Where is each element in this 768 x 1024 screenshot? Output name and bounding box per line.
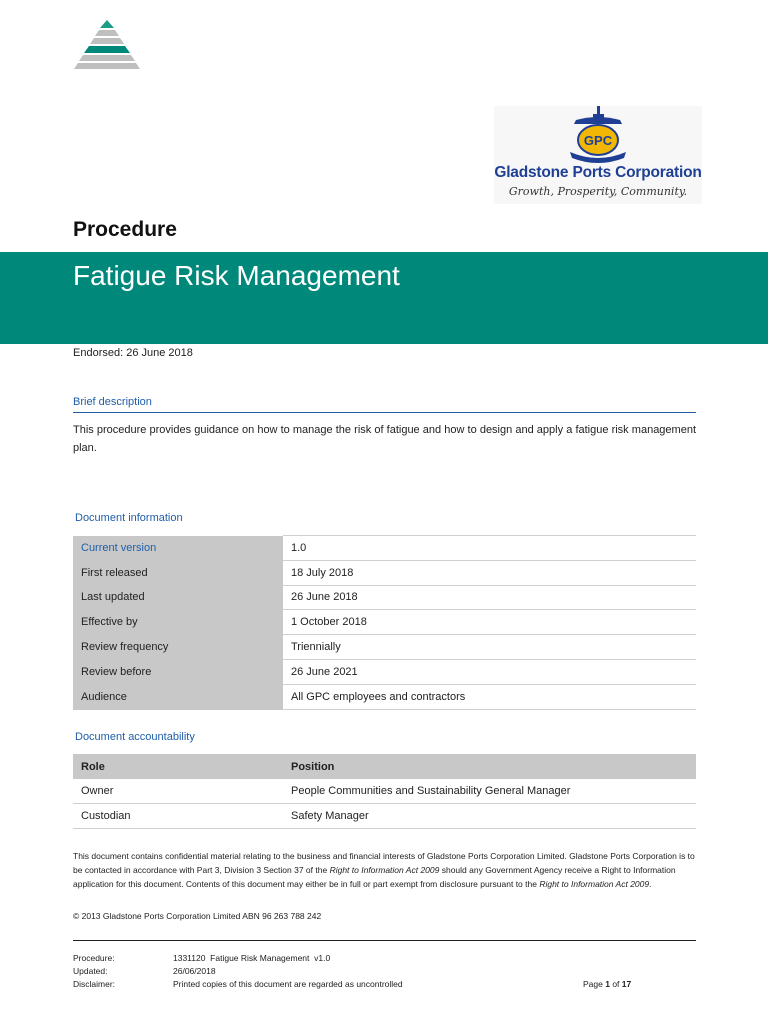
- page-footer: [73, 952, 696, 991]
- page-number: Page 1 of 17: [583, 979, 632, 989]
- info-label: Review before: [73, 659, 283, 684]
- info-value: Triennially: [283, 635, 696, 660]
- company-tagline: Growth, Prosperity, Community.: [508, 185, 688, 198]
- position-cell: People Communities and Sustainability General Manager: [283, 779, 696, 804]
- footer-disclaimer-label: Disclaimer:: [73, 979, 116, 989]
- position-cell: Safety Manager: [283, 804, 696, 829]
- section-divider: [73, 412, 696, 413]
- copyright-notice: © 2013 Gladstone Ports Corporation Limited ABN 96 263 788 242: [73, 911, 322, 921]
- table-row: [73, 585, 696, 610]
- brief-description-heading: Brief description: [73, 396, 152, 408]
- info-value: 26 June 2021: [283, 659, 696, 684]
- svg-text:GPC: GPC: [583, 133, 613, 148]
- company-name: Gladstone Ports Corporation: [494, 164, 702, 181]
- table-row: [73, 610, 696, 635]
- brief-description-text: This procedure provides guidance on how to manage the risk of fatigue and how to design and apply a fatigue risk management plan.: [73, 424, 696, 454]
- title-banner: [0, 252, 768, 344]
- pyramid-logo: [74, 20, 140, 70]
- info-label: Last updated: [73, 585, 283, 610]
- footer-updated-value: 26/06/2018: [173, 966, 216, 976]
- table-header-row: [73, 754, 696, 779]
- document-type: Procedure: [73, 218, 177, 241]
- table-row: [73, 635, 696, 660]
- document-accountability-table: [73, 754, 696, 829]
- info-label: Review frequency: [73, 635, 283, 660]
- role-cell: Owner: [73, 779, 283, 804]
- column-header-position: Position: [283, 754, 696, 779]
- table-row: [73, 560, 696, 585]
- footer-procedure-label: Procedure:: [73, 953, 115, 963]
- info-value: 26 June 2018: [283, 585, 696, 610]
- page-title: Fatigue Risk Management: [73, 260, 400, 291]
- info-label: Audience: [73, 684, 283, 709]
- table-row: [73, 684, 696, 709]
- column-header-role: Role: [73, 754, 283, 779]
- info-value: 1.0: [283, 536, 696, 561]
- footer-disclaimer-value: Printed copies of this document are regarded as uncontrolled: [173, 979, 403, 989]
- footer-updated-label: Updated:: [73, 966, 108, 976]
- info-label: First released: [73, 560, 283, 585]
- document-information-table: [73, 535, 696, 710]
- table-row: [73, 804, 696, 829]
- info-value: 18 July 2018: [283, 560, 696, 585]
- gpc-logo: [494, 106, 702, 204]
- role-cell: Custodian: [73, 804, 283, 829]
- table-row: [73, 536, 696, 561]
- footer-procedure-value: 1331120 Fatigue Risk Management v1.0: [173, 953, 331, 963]
- endorsed-date: Endorsed: 26 June 2018: [73, 347, 193, 359]
- table-row: [73, 779, 696, 804]
- footer-divider: [73, 940, 696, 941]
- confidentiality-notice: This document contains confidential material relating to the business and financial interests of Gladstone Ports Corporation Limited. Gladstone Ports Corporation is to be contacted in accordance with Part 3, Division 3 Section 37 of the Right to Information Act 2009 should any Government Agency receive a Right to Information application for this document. Contents of this document may either be in full or part exempt from disclosure pursuant to the Right to Information Act 2009.: [73, 851, 695, 889]
- info-value: All GPC employees and contractors: [283, 684, 696, 709]
- document-accountability-heading: Document accountability: [75, 731, 195, 743]
- info-value: 1 October 2018: [283, 610, 696, 635]
- gpc-emblem-icon: [494, 106, 702, 164]
- info-label: Current version: [73, 536, 283, 561]
- table-row: [73, 659, 696, 684]
- info-label: Effective by: [73, 610, 283, 635]
- document-information-heading: Document information: [75, 512, 183, 524]
